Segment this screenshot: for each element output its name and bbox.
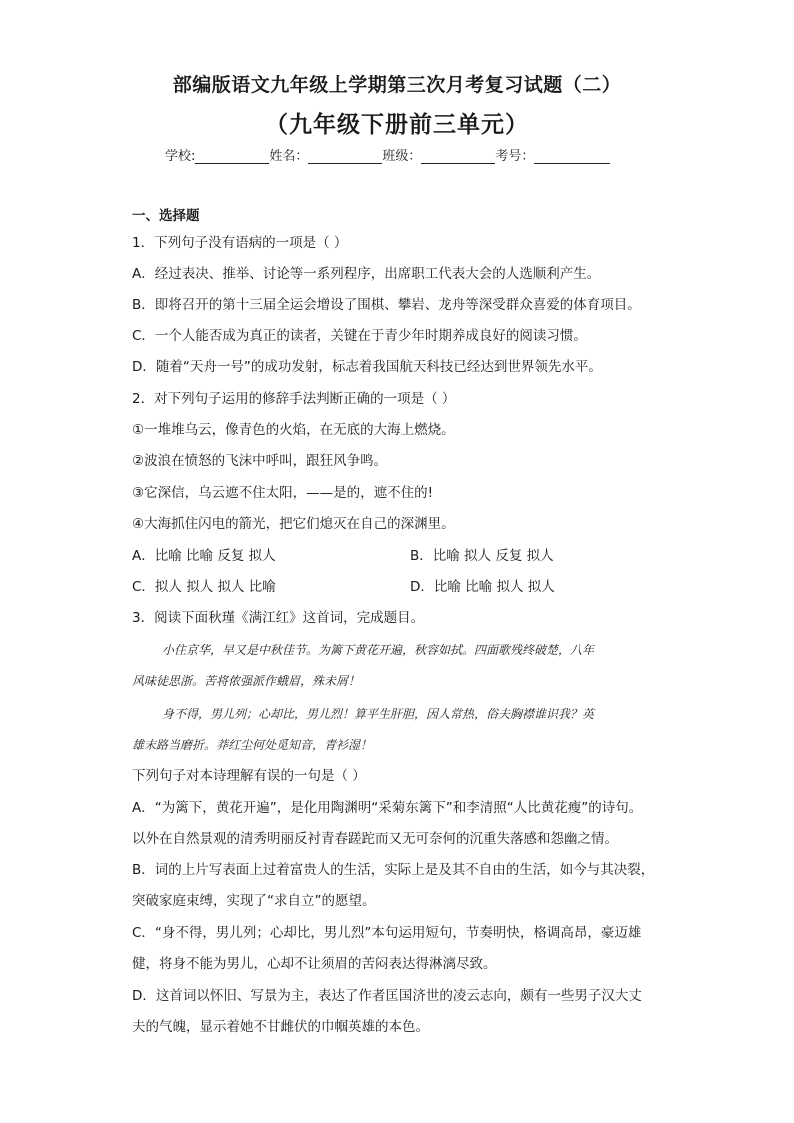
q3-option-d-line-2: 夫的气魄，显示着她不甘雌伏的巾帼英雄的本色。: [132, 1019, 429, 1035]
q2-option-c: C．拟人 拟人 拟人 比喻: [132, 579, 276, 595]
q3-question: 下列句子对本诗理解有误的一句是（ ）: [132, 768, 366, 784]
q3-option-b-line-1: B．词的上片写表面上过着富贵人的生活，实际上是及其不自由的生活，如今与其决裂，: [132, 862, 655, 878]
name-label: 姓名：: [269, 149, 309, 164]
exam-no-blank[interactable]: [534, 149, 610, 164]
q3-option-d-line-1: D．这首词以怀旧、写景为主，表达了作者匡国济世的凌云志向，颇有一些男子汉大丈: [132, 988, 642, 1004]
q2-stem: 2．对下列句子运用的修辞手法判断正确的一项是（ ）: [132, 391, 456, 407]
class-label: 班级：: [382, 149, 422, 164]
q2-sentence-3: ③它深信，乌云遮不住太阳，——是的，遮不住的!: [132, 485, 434, 501]
q2-option-a: A．比喻 比喻 反复 拟人: [132, 548, 276, 564]
q2-sentence-2: ②波浪在愤怒的飞沫中呼叫，跟狂风争鸣。: [132, 453, 388, 469]
q1-option-b: B．即将召开的第十三届全运会增设了围棋、攀岩、龙舟等深受群众喜爱的体育项目。: [132, 297, 641, 313]
q1-option-d: D．随着“天舟一号”的成功发射，标志着我国航天科技已经达到世界领先水平。: [132, 359, 602, 375]
section-heading: 一、选择题: [132, 208, 200, 224]
q1-option-a: A．经过表决、推举、讨论等一系列程序，出席职工代表大会的人选顺利产生。: [132, 266, 601, 282]
poem-line-4: 雄末路当磨折。莽红尘何处觅知音，青衫湿！: [132, 738, 373, 752]
q3-stem: 3．阅读下面秋瑾《满江红》这首词，完成题目。: [132, 610, 425, 626]
exam-no-label: 考号：: [495, 149, 535, 164]
name-blank[interactable]: [308, 149, 382, 164]
page-title: 部编版语文九年级上学期第三次月考复习试题（二）: [172, 74, 622, 96]
q2-option-d: D．比喻 比喻 拟人 拟人: [410, 579, 555, 595]
q3-option-b-line-2: 突破家庭束缚，实现了“求自立”的愿望。: [132, 893, 376, 909]
school-label: 学校:: [165, 149, 196, 164]
poem-line-3: 身不得，男儿列；心却比，男儿烈！算平生肝胆，因人常热，俗夫胸襟谁识我？英: [162, 707, 595, 721]
student-info-row: [165, 145, 610, 164]
q2-sentence-4: ④大海抓住闪电的箭光，把它们熄灭在自己的深渊里。: [132, 516, 455, 532]
q3-option-a-line-2: 以外在自然景观的清秀明丽反衬青春蹉跎而又无可奈何的沉重失落感和怨幽之情。: [132, 831, 618, 847]
poem-line-1: 小住京华，早又是中秋佳节。为篱下黄花开遍，秋容如拭。四面歌残终破楚，八年: [162, 643, 595, 657]
poem-line-2: 风味徒思浙。苦将侬强派作蛾眉，殊未屑！: [132, 674, 361, 688]
class-blank[interactable]: [421, 149, 495, 164]
q1-option-c: C．一个人能否成为真正的读者，关键在于青少年时期养成良好的阅读习惯。: [132, 328, 587, 344]
q3-option-c-line-2: 健，将身不能为男儿，心却不让须眉的苦闷表达得淋漓尽致。: [132, 956, 497, 972]
school-blank[interactable]: [195, 149, 269, 164]
page-subtitle: （九年级下册前三单元）: [265, 112, 529, 138]
q3-option-a-line-1: A．“为篱下，黄花开遍”，是化用陶渊明“采菊东篱下”和李清照“人比黄花瘦”的诗句。: [132, 800, 643, 816]
q2-option-b: B．比喻 拟人 反复 拟人: [410, 548, 554, 564]
q1-stem: 1．下列句子没有语病的一项是（ ）: [132, 235, 348, 251]
q3-option-c-line-1: C．“身不得，男儿列；心却比，男儿烈”本句运用短句，节奏明快，格调高昂，豪迈雄: [132, 925, 642, 941]
q2-sentence-1: ①一堆堆乌云，像青色的火焰，在无底的大海上燃烧。: [132, 422, 455, 438]
